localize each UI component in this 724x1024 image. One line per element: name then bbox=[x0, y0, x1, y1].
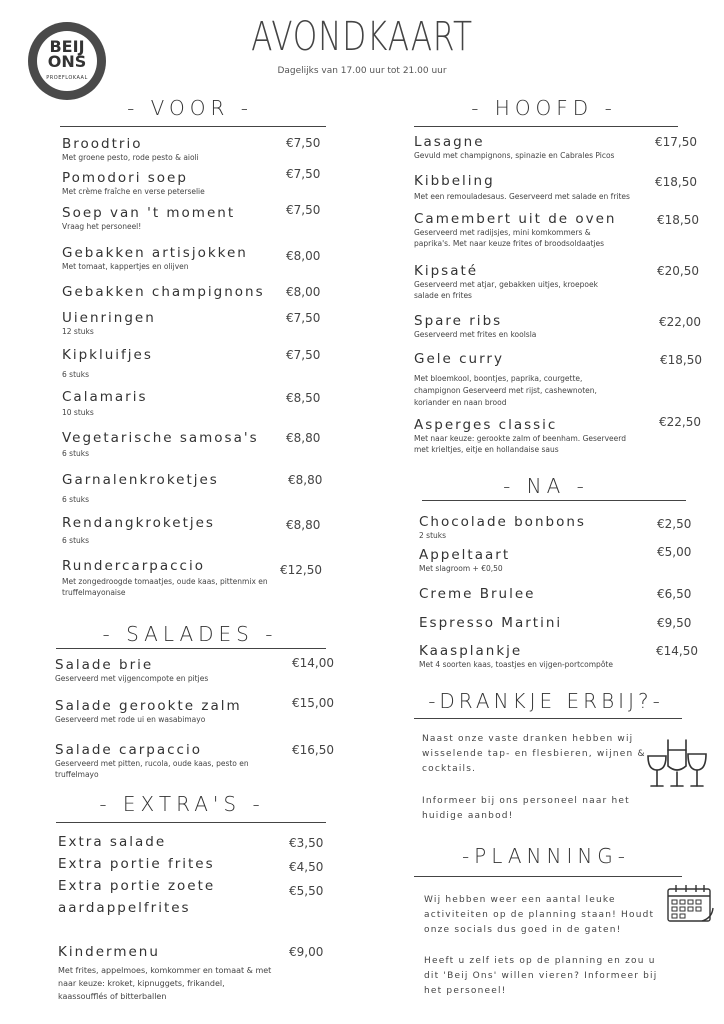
section-title-na: - NA - bbox=[503, 474, 589, 498]
item-price: €5,50 bbox=[289, 884, 324, 898]
section-title-voor: - VOOR - bbox=[127, 96, 253, 120]
calendar-icon bbox=[666, 884, 716, 924]
opening-hours: Dagelijks van 17.00 uur tot 21.00 uur bbox=[277, 66, 447, 76]
extra-item-name: Extra salade bbox=[58, 834, 167, 850]
menu-item: Broodtrio Met groene pesto, rode pesto & aioli bbox=[62, 136, 199, 162]
menu-item: Kaasplankje Met 4 soorten kaas, toastjes en vijgen-portcompôte bbox=[419, 643, 613, 669]
item-price: €18,50 bbox=[655, 175, 697, 189]
item-price: €2,50 bbox=[657, 517, 692, 531]
menu-item-name: Espresso Martini bbox=[419, 615, 563, 631]
item-price: €7,50 bbox=[286, 311, 321, 325]
item-price: €9,50 bbox=[657, 616, 692, 630]
divider bbox=[56, 822, 326, 823]
item-price: €14,50 bbox=[656, 644, 698, 658]
menu-item: Kipsaté Geserveerd met atjar, gebakken uitjes, kroepoek salade en frites bbox=[414, 263, 598, 300]
extra-item-name: Extra portie zoete bbox=[58, 878, 216, 894]
item-price: €15,00 bbox=[292, 696, 334, 710]
menu-item: Asperges classic Met naar keuze: gerookte zalm of beenham. Geserveerd met krieltjes, eitje en hollandaise saus bbox=[414, 417, 626, 454]
item-price: €3,50 bbox=[289, 836, 324, 850]
item-price: €22,00 bbox=[659, 315, 701, 329]
menu-item: Soep van 't moment Vraag het personeel! bbox=[62, 205, 236, 231]
menu-item: Rundercarpaccio Met zongedroogde tomaatjes, oude kaas, pittenmix en truffelmayonaise bbox=[62, 558, 268, 597]
divider bbox=[56, 648, 326, 649]
menu-item: Salade brie Geserveerd met vijgencompote en pitjes bbox=[55, 657, 209, 683]
section-title-drankje: -DRANKJE ERBIJ?- bbox=[428, 689, 664, 713]
item-price: €18,50 bbox=[660, 353, 702, 367]
menu-item: Salade carpaccio Geserveerd met pitten, rucola, oude kaas, pesto en truffelmayo bbox=[55, 742, 249, 779]
item-price: €8,80 bbox=[286, 518, 321, 532]
menu-item: Gele curry Met bloemkool, boontjes, paprika, courgette, champignon Geserveerd met rijst, cashewnoten, koriander en naan brood bbox=[414, 351, 597, 407]
logo-text: BEIJ ONS bbox=[47, 37, 87, 71]
menu-item-name: Creme Brulee bbox=[419, 586, 536, 602]
menu-item: Camembert uit de oven Geserveerd met radijsjes, mini komkommers & paprika's. Met naar keuze frites of broodsoldaatjes bbox=[414, 211, 617, 248]
divider bbox=[414, 718, 682, 719]
menu-item: Rendangkroketjes 6 stuks bbox=[62, 515, 215, 545]
divider bbox=[60, 126, 326, 127]
menu-item: Lasagne Gevuld met champignons, spinazie en Cabrales Picos bbox=[414, 134, 615, 160]
menu-item: Spare ribs Geserveerd met frites en koolsla bbox=[414, 313, 537, 339]
item-price: €7,50 bbox=[286, 203, 321, 217]
extra-item-name-line2: aardappelfrites bbox=[58, 900, 191, 916]
item-price: €22,50 bbox=[659, 415, 701, 429]
item-price: €16,50 bbox=[292, 743, 334, 757]
menu-item: Kipkluifjes 6 stuks bbox=[62, 347, 153, 379]
section-title-salades: - SALADES - bbox=[102, 622, 278, 646]
item-price: €4,50 bbox=[289, 860, 324, 874]
section-title-hoofd: - HOOFD - bbox=[471, 96, 617, 120]
divider bbox=[414, 126, 678, 127]
item-price: €18,50 bbox=[657, 213, 699, 227]
item-price: €9,00 bbox=[289, 945, 324, 959]
item-price: €5,00 bbox=[657, 545, 692, 559]
wine-glasses-icon bbox=[644, 736, 710, 792]
item-price: €8,00 bbox=[286, 249, 321, 263]
divider bbox=[422, 500, 686, 501]
extra-item-name: Extra portie frites bbox=[58, 856, 215, 872]
drinks-paragraph: Naast onze vaste dranken hebben wij wisselende tap- en flesbieren, wijnen & cocktails. bbox=[422, 734, 646, 774]
menu-item: Vegetarische samosa's 6 stuks bbox=[62, 430, 259, 458]
item-price: €7,50 bbox=[286, 348, 321, 362]
drinks-paragraph-info: Informeer bij ons personeel naar het huidige aanbod! bbox=[422, 796, 630, 821]
menu-item: Uienringen 12 stuks bbox=[62, 310, 156, 336]
item-price: €8,50 bbox=[286, 391, 321, 405]
section-title-extras: - EXTRA'S - bbox=[99, 792, 265, 816]
menu-item-kids: Kindermenu Met frites, appelmoes, komkommer en tomaat & met naar keuze: kroket, kipnuggets, frikandel, kaassoufflés of bitterballen bbox=[58, 944, 272, 1001]
item-price: €8,80 bbox=[288, 473, 323, 487]
item-price: €20,50 bbox=[657, 264, 699, 278]
planning-paragraph: Wij hebben weer een aantal leuke activiteiten op de planning staan! Houdt onze socials dus goed in de gaten! bbox=[424, 895, 655, 935]
menu-item: Appeltaart Met slagroom + €0,50 bbox=[419, 547, 511, 573]
menu-item: Pomodori soep Met crème fraîche en verse peterselie bbox=[62, 170, 205, 196]
item-price: €6,50 bbox=[657, 587, 692, 601]
menu-item: Calamaris 10 stuks bbox=[62, 389, 148, 417]
menu-item: Chocolade bonbons 2 stuks bbox=[419, 514, 586, 540]
menu-item: Gebakken champignons bbox=[62, 284, 265, 300]
item-price: €8,80 bbox=[286, 431, 321, 445]
menu-item: Gebakken artisjokken Met tomaat, kappertjes en olijven bbox=[62, 245, 248, 271]
menu-item: Kibbeling Met een remouladesaus. Geserveerd met salade en frites bbox=[414, 173, 630, 201]
planning-paragraph-info: Heeft u zelf iets op de planning en zou u dit 'Beij Ons' willen vieren? Informeer bij het personeel! bbox=[424, 956, 658, 996]
menu-item: Salade gerookte zalm Geserveerd met rode ui en wasabimayo bbox=[55, 698, 242, 724]
item-price: €8,00 bbox=[286, 285, 321, 299]
section-title-planning: -PLANNING- bbox=[461, 844, 631, 868]
divider bbox=[414, 876, 682, 877]
item-price: €17,50 bbox=[655, 135, 697, 149]
menu-item: Garnalenkroketjes 6 stuks bbox=[62, 472, 219, 504]
page-title: AVONDKAART bbox=[251, 14, 473, 60]
item-price: €12,50 bbox=[280, 563, 322, 577]
item-price: €7,50 bbox=[286, 167, 321, 181]
item-price: €7,50 bbox=[286, 136, 321, 150]
item-price: €14,00 bbox=[292, 656, 334, 670]
logo-subtext: PROEFLOKAAL bbox=[46, 75, 88, 81]
